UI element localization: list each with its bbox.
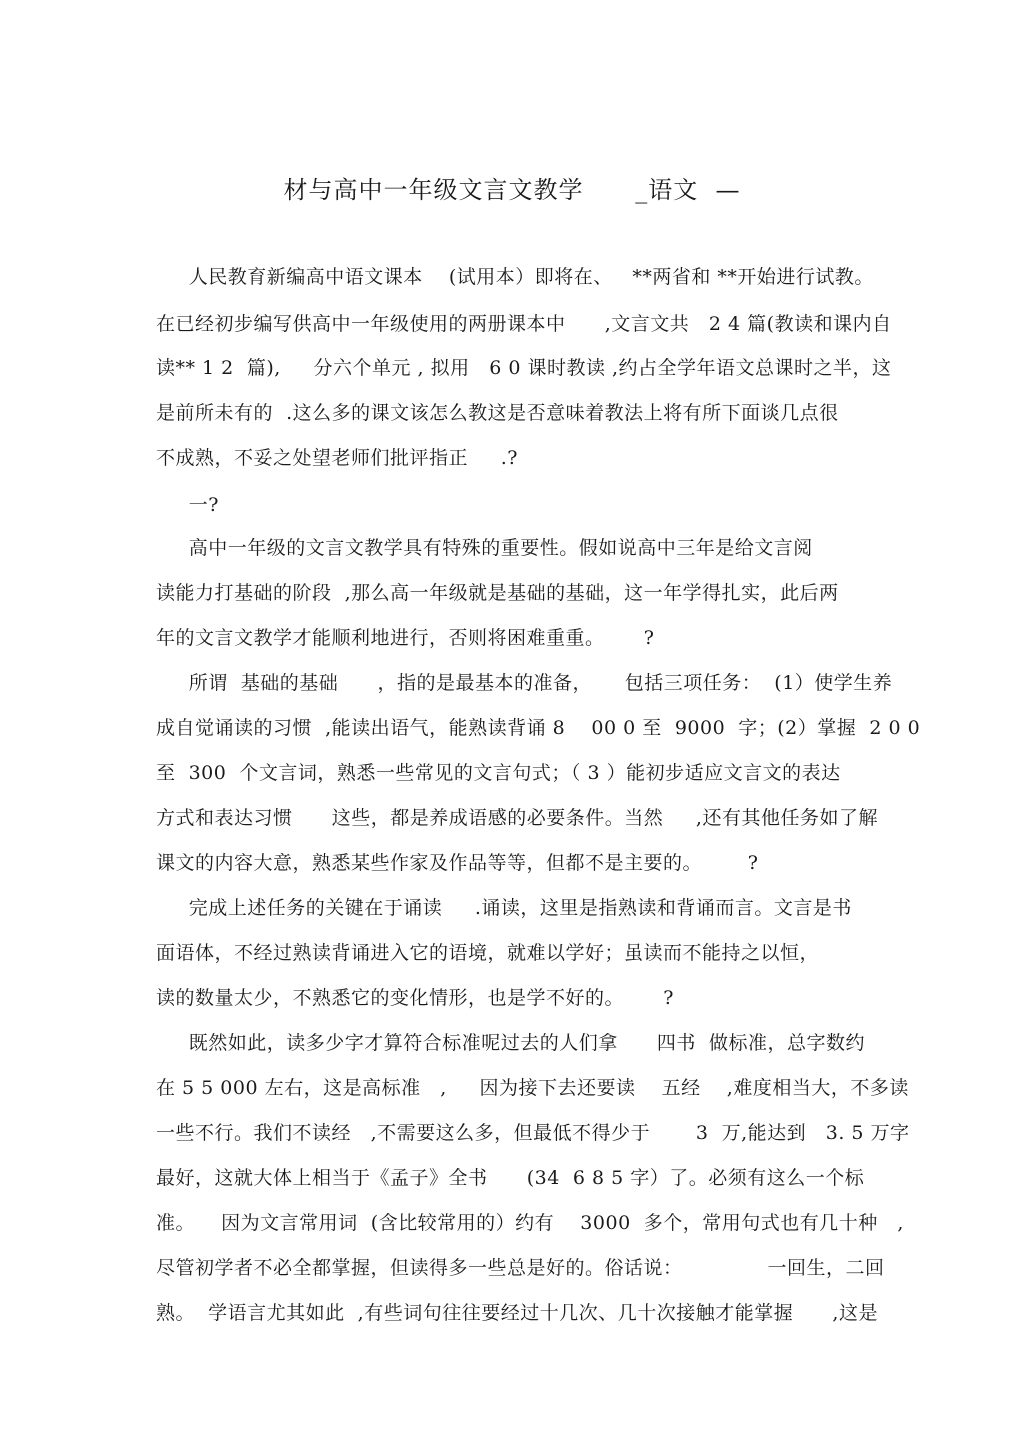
text-line: 尽管初学者不必全都掌握，但读得多一些总是好的。俗话说： 一回生，二回 [156, 1257, 885, 1279]
text-line: 不成熟，不妥之处望老师们批评指正 .? [156, 447, 518, 469]
document-title: 材与高中一年级文言文教学 _语文 — [283, 176, 741, 204]
text-line: 年的文言文教学才能顺利地进行，否则将困难重重。 ? [156, 627, 655, 649]
text-line: 熟。 学语言尤其如此 ,有些词句往往要经过十几次、几十次接触才能掌握 ,这是 [156, 1302, 878, 1324]
text-line: 完成上述任务的关键在于诵读 .诵读，这里是指熟读和背诵而言。文言是书 [156, 897, 852, 919]
text-line: 至 300 个文言词，熟悉一些常见的文言句式；（ 3 ）能初步适应文言文的表达 [156, 762, 841, 784]
text-line: 成自觉诵读的习惯 ,能读出语气，能熟读背诵 8 00 0 至 9000 字；(2）掌握 2 0 0 [156, 717, 921, 739]
text-line: 读的数量太少，不熟悉它的变化情形，也是学不好的。 ? [156, 987, 674, 1009]
text-line: 读** 1 2 篇), 分六个单元 , 拟用 6 0 课时教读 ,约占全学年语文总课时之半，这 [156, 357, 892, 379]
text-line: 最好，这就大体上相当于《孟子》全书 (34 6 8 5 字）了。必须有这么一个标 [156, 1167, 865, 1189]
text-line: 是前所未有的 .这么多的课文该怎么教这是否意味着教法上将有所下面谈几点很 [156, 402, 839, 424]
text-line: 一些不行。我们不读经 ,不需要这么多，但最低不得少于 3 万,能达到 3. 5 万字 [156, 1122, 910, 1144]
text-line: 准。 因为文言常用词 (含比较常用的）约有 3000 多个，常用句式也有几十种 , [156, 1212, 904, 1234]
text-line: 读能力打基础的阶段 ,那么高一年级就是基础的基础，这一年学得扎实，此后两 [156, 582, 839, 604]
text-line: 在 5 5 000 左右，这是高标准 , 因为接下去还要读 五经 ,难度相当大，不多读 [156, 1077, 909, 1099]
text-line: 人民教育新编高中语文课本 (试用本）即将在、 **两省和 **开始进行试教。 [156, 266, 874, 288]
text-line: 高中一年级的文言文教学具有特殊的重要性。假如说高中三年是给文言阅 [156, 537, 813, 559]
text-line: 面语体，不经过熟读背诵进入它的语境，就难以学好；虽读而不能持之以恒， [156, 942, 820, 964]
text-line: 既然如此，读多少字才算符合标准呢过去的人们拿 四书 做标准，总字数约 [156, 1032, 866, 1054]
text-line: 课文的内容大意，熟悉某些作家及作品等等，但都不是主要的。 ? [156, 852, 759, 874]
text-line: 所谓 基础的基础 ，指的是最基本的准备， 包括三项任务： (1）使学生养 [156, 672, 893, 694]
text-line: 在已经初步编写供高中一年级使用的两册课本中 ,文言文共 2 4 篇(教读和课内自 [156, 313, 892, 335]
text-line: 一? [156, 494, 219, 516]
text-line: 方式和表达习惯 这些，都是养成语感的必要条件。当然 ,还有其他任务如了解 [156, 807, 878, 829]
